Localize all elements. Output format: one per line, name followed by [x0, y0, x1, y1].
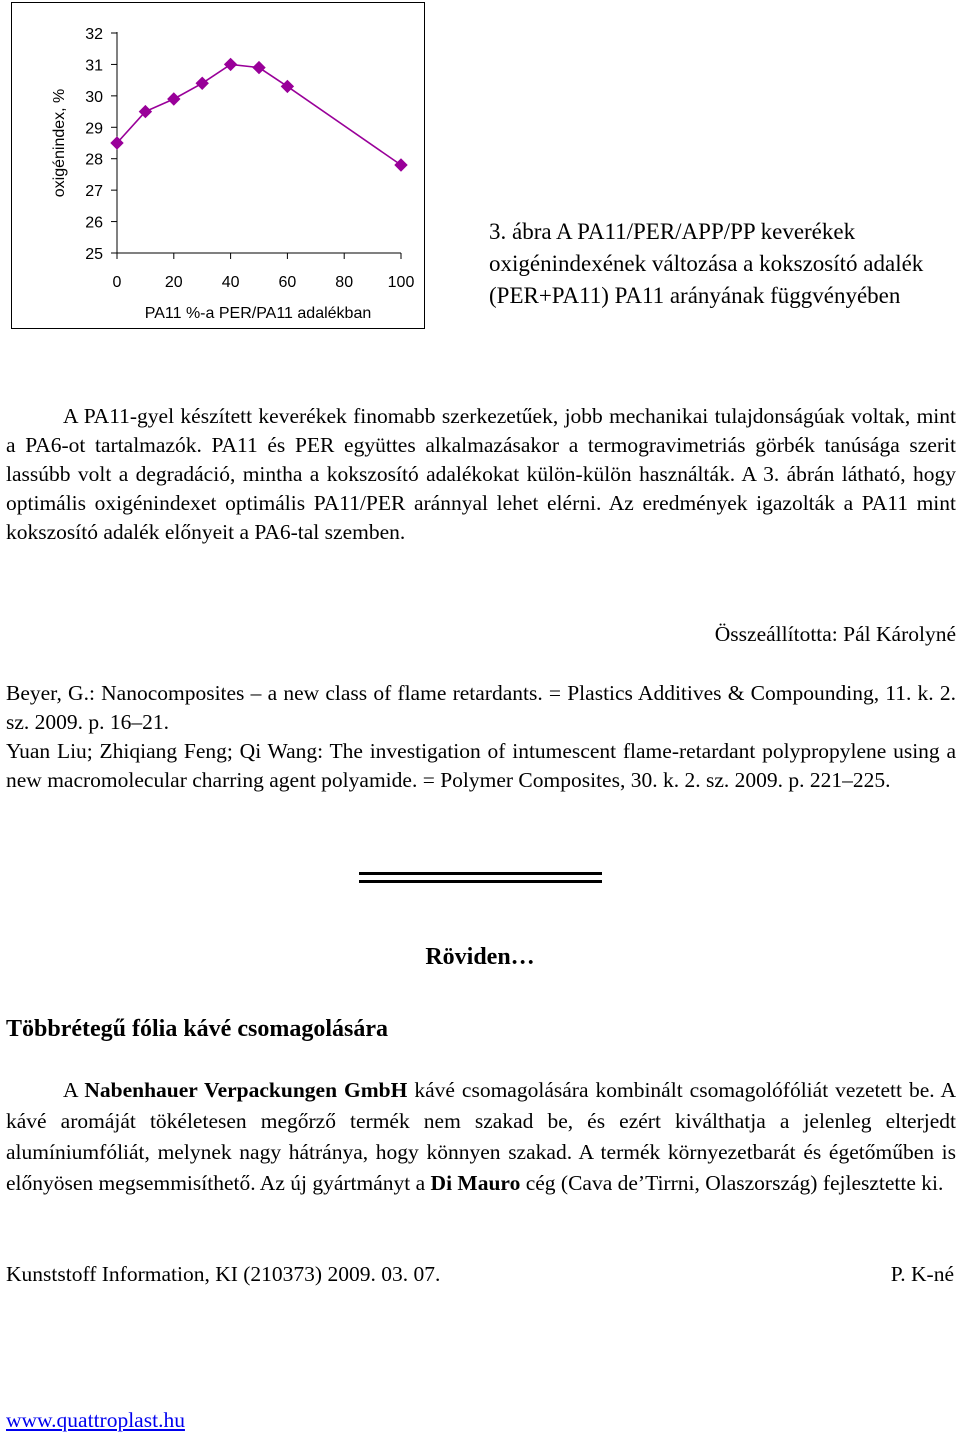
y-axis-label: oxigénindex, %: [51, 88, 68, 198]
article-text-1: A: [63, 1078, 85, 1102]
chart-svg: [12, 3, 426, 330]
article-maker: Di Mauro: [430, 1171, 521, 1195]
data-point-marker: [395, 159, 407, 171]
compiled-by: Összeállította: Pál Károlyné: [714, 622, 956, 646]
y-tick-label: 28: [85, 151, 103, 169]
y-tick-label: 30: [85, 88, 103, 106]
data-point-marker: [168, 93, 180, 105]
series-line: [117, 64, 401, 165]
y-tick-label: 26: [85, 214, 103, 232]
x-tick-label: 80: [335, 274, 354, 291]
author-initials: P. K-né: [890, 1262, 954, 1286]
x-tick-label: 0: [112, 274, 122, 291]
section-heading: Röviden…: [425, 944, 535, 970]
y-tick-label: 25: [85, 246, 103, 263]
data-point-marker: [225, 58, 237, 70]
y-tick-label: 27: [85, 183, 103, 201]
article-text-3: cég (Cava de’Tirrni, Olaszország) fejlesztette ki.: [520, 1171, 944, 1195]
y-tick-label: 29: [85, 120, 103, 138]
divider-top: [359, 872, 602, 875]
article-title: Többrétegű fólia kávé csomagolására: [6, 1016, 388, 1042]
x-tick-label: 60: [278, 274, 297, 291]
data-point-marker: [196, 77, 208, 89]
divider-bottom: [359, 880, 602, 883]
y-tick-label: 31: [85, 57, 103, 75]
data-point-marker: [281, 80, 293, 92]
x-tick-label: 40: [221, 274, 240, 291]
x-tick-label: 100: [387, 274, 415, 291]
reference-2: Yuan Liu; Zhiqiang Feng; Qi Wang: The investigation of intumescent flame-retardant polypropylene using a new macromolecular charring agent polyamide. = Polymer Composites, 30. k. 2. sz. 2009. p. 221–225.: [6, 739, 956, 792]
website-link[interactable]: www.quattroplast.hu: [6, 1408, 185, 1432]
x-axis-label: PA11 %-a PER/PA11 adalékban: [144, 305, 372, 322]
figure-caption: 3. ábra A PA11/PER/APP/PP keverékek oxigénindexének változása a kokszosító adalék (PER+PA11) PA11 arányának függvényében: [489, 219, 924, 308]
source-line: Kunststoff Information, KI (210373) 2009. 03. 07.: [6, 1262, 441, 1286]
article-text-2: kávé csomagolására kombinált csomagolófóliát vezetett be. A kávé aromáját tökéletesen megőrző termék nem szakad be, és ezért kiválthatja a jelenleg elterjedt alumíniumfóliát, melynek nagy hátránya, hogy könnyen szakad. A termék környezetbarát és égetőműben is előnyösen megsemmisíthető. Az új gyártmányt a: [6, 1078, 957, 1195]
reference-1: Beyer, G.: Nanocomposites – a new class of flame retardants. = Plastics Additives & Compounding, 11. k. 2. sz. 2009. p. 16–21.: [6, 681, 956, 734]
x-tick-label: 20: [164, 274, 183, 291]
y-tick-label: 32: [85, 26, 103, 43]
body-paragraph: A PA11-gyel készített keverékek finomabb szerkezetűek, jobb mechanikai tulajdonságúak voltak, mint a PA6-ot tartalmazók. PA11 és PER együttes alkalmazásakor a termogravimetriás görbék tanúsága szerit lassúbb volt a degradáció, mintha a kokszosító adalékokat külön-külön használták. A 3. ábrán látható, hogy optimális oxigénindexet optimális PA11/PER aránnyal lehet elérni. Az eredmények igazolták a PA11 mint kokszosító adalék előnyeit a PA6-tal szemben.: [6, 404, 956, 544]
data-point-marker: [253, 62, 265, 74]
oxygen-index-chart: [11, 2, 425, 329]
article-company: Nabenhauer Verpackungen GmbH: [84, 1078, 408, 1102]
article-paragraph: [6, 1075, 956, 1199]
